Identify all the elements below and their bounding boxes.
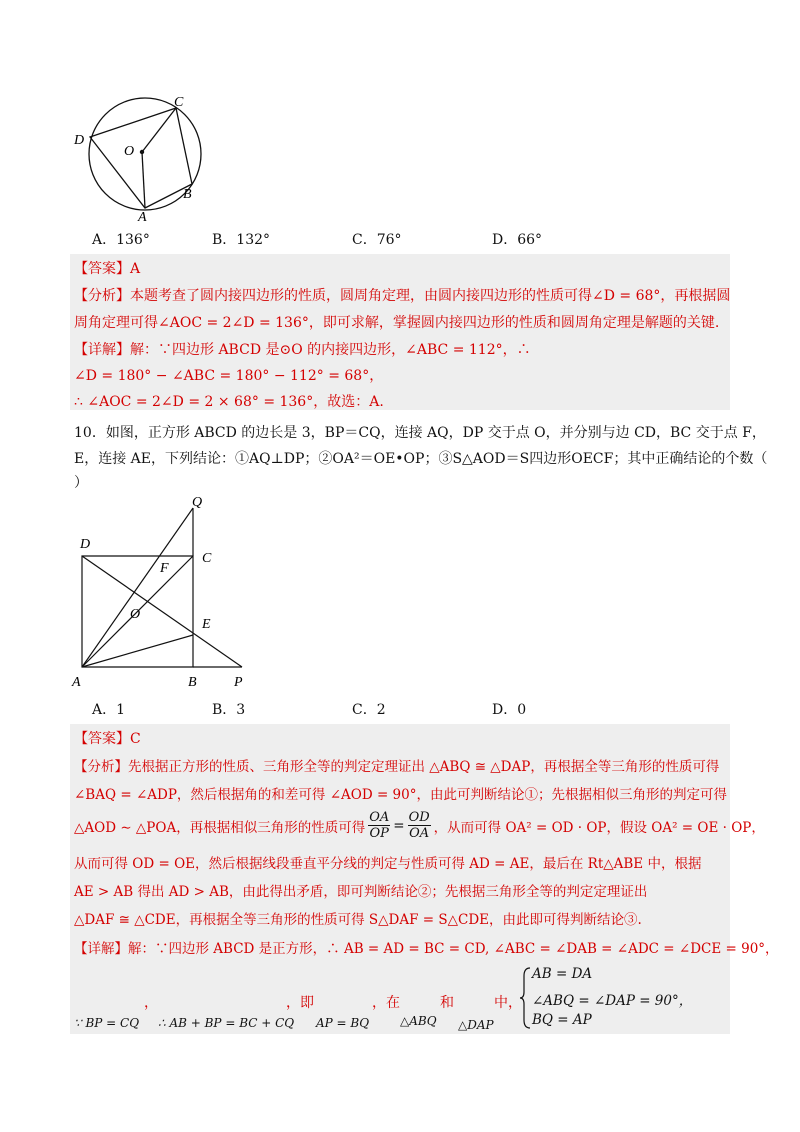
detail-word-3: ，在 (372, 995, 400, 1011)
square-figure (68, 492, 258, 692)
q9-detail-line-1 (74, 339, 531, 359)
center-dot (140, 150, 144, 154)
label-b: B (183, 187, 192, 202)
q9-analysis-line-1 (74, 285, 730, 305)
math-ap-bq: AP = BQ (316, 1016, 370, 1030)
q10-detail-line-1 (74, 937, 779, 957)
fraction-numerator: OD (408, 810, 430, 825)
q10-analysis-line-6: △DAF ≅ △CDE，再根据全等三角形的性质可得 S△DAF = S△CDE，由此即可得判断结论③. (74, 912, 642, 928)
q10-stem-line-1: 10．如图，正方形 ABCD 的边长是 3，BP＝CQ，连接 AQ，DP 交于点 O，并分别与边 CD，BC 交于点 F， (74, 425, 766, 441)
detail-text: 解：∵四边形 ABCD 是正方形，∴ AB = AD = BC = CD, ∠ABC = ∠DAB = ∠ADC = ∠DCE = 90°， (128, 941, 779, 957)
fraction-od-oa (408, 810, 431, 841)
label-b: B (188, 675, 197, 690)
label-d: D (74, 133, 85, 148)
q9-detail-line-3: ∴ ∠AOC = 2∠D = 2 × 68° = 136°，故选：A. (74, 394, 384, 410)
brace-line-2: ∠ABQ = ∠DAP = 90°， (532, 993, 693, 1009)
q10-analysis-line-1 (74, 755, 719, 775)
label-d: D (80, 537, 91, 552)
option-d: D．0 (492, 702, 527, 718)
label-o: O (124, 144, 135, 159)
brace-line-1: AB = DA (532, 966, 593, 982)
label-e: E (202, 617, 211, 632)
label-c: C (174, 95, 184, 110)
fraction-denominator: OA (409, 826, 430, 841)
brace-icon (520, 966, 532, 1030)
q10-stem-line-2: E，连接 AE，下列结论：①AQ⊥DP；②OA²＝OE•OP；③S△AOD＝S四边形OECF；其中正确结论的个数（ (74, 451, 768, 467)
label-a: A (72, 675, 81, 690)
segment-oa (142, 152, 145, 208)
label-o: O (130, 607, 141, 622)
option-c: C．76° (352, 232, 402, 248)
label-c: C (202, 551, 212, 566)
detail-word-4: 和 (440, 995, 454, 1011)
q10-analysis-line-3 (74, 810, 765, 841)
analysis-text: 本题考查了圆内接四边形的性质，圆周角定理，由圆内接四边形的性质可得∠D = 68°，再根据圆 (130, 288, 731, 304)
analysis-tag: 【分析】 (74, 288, 130, 304)
q9-analysis-line-2: 周角定理可得∠AOC = 2∠D = 136°，即可求解，掌握圆内接四边形的性质和圆周角定理是解题的关键. (74, 315, 720, 331)
option-a: A．136° (92, 232, 150, 248)
label-a: A (138, 210, 147, 222)
similar-text: △AOD ∼ △POA，再根据相似三角形的性质可得 (74, 819, 366, 836)
q10-answer: 【答案】C (74, 731, 141, 747)
circle-figure (70, 92, 210, 222)
detail-word-1: ， (144, 995, 158, 1011)
segment-aq (82, 508, 193, 667)
math-sum: ∴ AB + BP = BC + CQ (158, 1016, 295, 1030)
label-p: P (234, 675, 243, 690)
q9-detail-line-2: ∠D = 180° − ∠ABC = 180° − 112° = 68°， (74, 368, 384, 384)
detail-tag: 【详解】 (74, 342, 130, 358)
q9-solution-block (70, 254, 730, 410)
math-bp-cq: ∵ BP = CQ (74, 1016, 140, 1030)
brace-line-3: BQ = AP (532, 1012, 592, 1028)
detail-word-2: ，即 (286, 995, 314, 1011)
detail-tag: 【详解】 (74, 941, 128, 957)
option-a: A．1 (92, 702, 126, 718)
label-f: F (160, 561, 169, 576)
similar-text-continued: ，从而可得 OA² = OD · OP，假设 OA² = OE · OP， (433, 819, 765, 836)
q10-analysis-line-4: 从而可得 OD = OE，然后根据线段垂直平分线的判定与性质可得 AD = AE，最后在 Rt△ABE 中，根据 (74, 856, 702, 872)
q10-analysis-line-2: ∠BAQ = ∠ADP，然后根据角的和差可得 ∠AOD = 90°，由此可判断结论①；先根据相似三角形的判定可得 (74, 787, 727, 803)
option-b: B．3 (212, 702, 246, 718)
q10-analysis-line-5: AE > AB 得出 AD > AB，由此得出矛盾，即可判断结论②；先根据三角形全等的判定定理证出 (74, 884, 648, 900)
analysis-tag: 【分析】 (74, 759, 128, 775)
detail-text: 解：∵四边形 ABCD 是⊙O 的内接四边形，∠ABC = 112°，∴ (130, 342, 531, 358)
fraction-numerator: OA (369, 810, 390, 825)
fraction-oa-op (368, 810, 390, 841)
option-d: D．66° (492, 232, 543, 248)
math-dap: △DAP (458, 1018, 494, 1032)
segment-oc (142, 108, 176, 152)
equals-sign: = (393, 817, 405, 834)
detail-word-5: 中， (494, 995, 522, 1011)
q10-stem-line-3: ） (74, 475, 88, 491)
fraction-denominator: OP (369, 826, 389, 841)
label-q: Q (192, 495, 203, 510)
q9-answer: 【答案】A (74, 261, 141, 277)
math-abq: △ABQ (400, 1014, 437, 1028)
option-c: C．2 (352, 702, 386, 718)
analysis-text: 先根据正方形的性质、三角形全等的判定定理证出 △ABQ ≅ △DAP，再根据全等三角形的性质可得 (128, 759, 720, 775)
option-b: B．132° (212, 232, 271, 248)
